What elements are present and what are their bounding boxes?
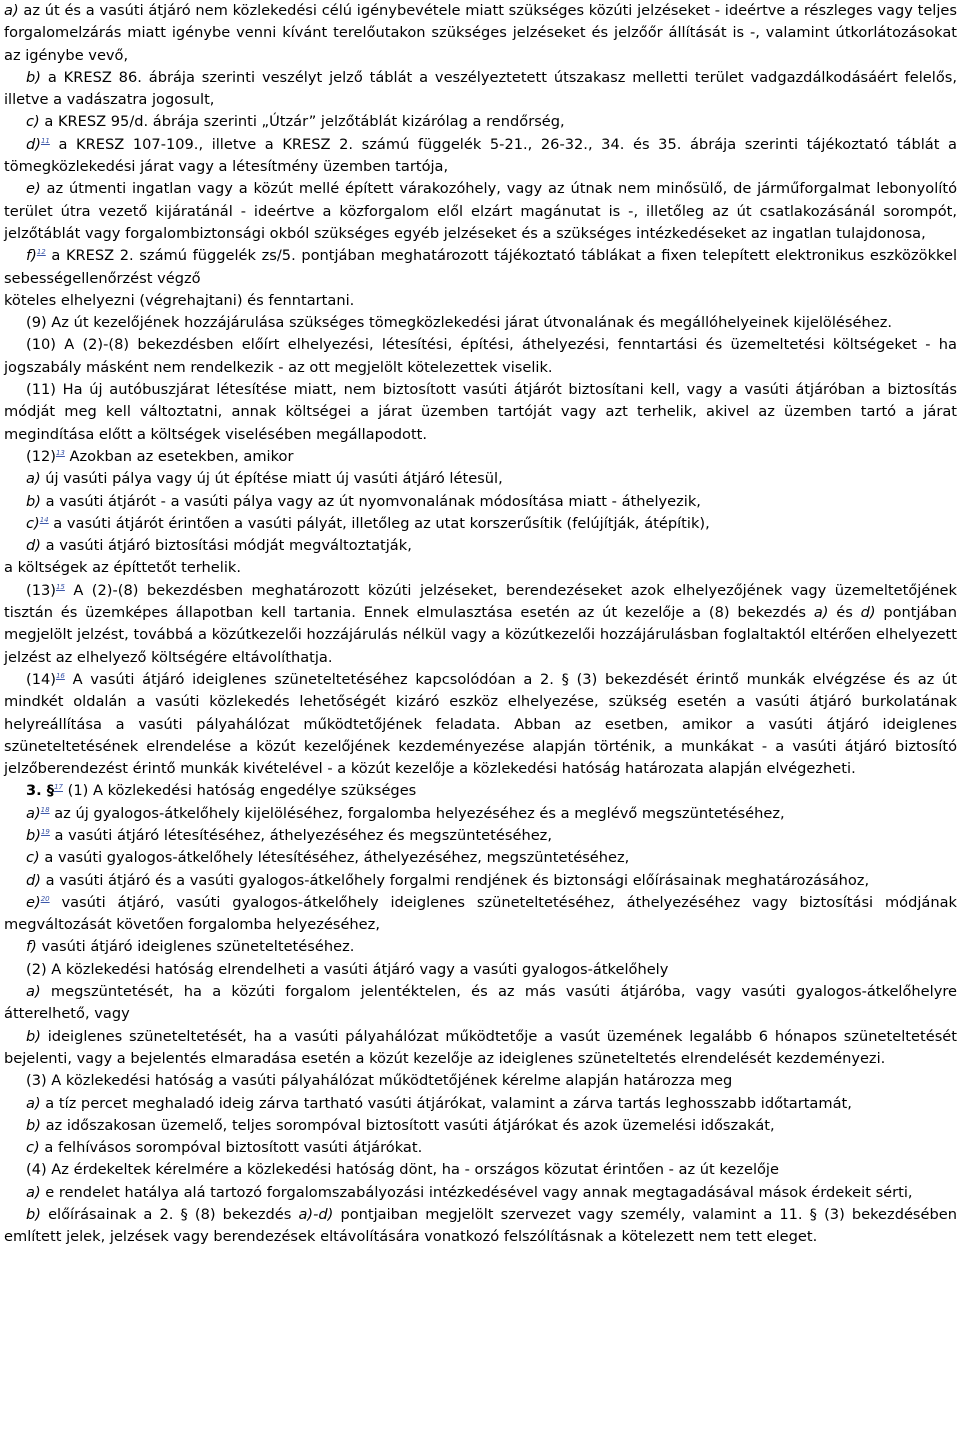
footnote-link[interactable]: 16	[55, 672, 65, 681]
point-marker: c)	[26, 514, 40, 532]
point-marker: b)	[26, 1116, 41, 1134]
paragraph-text: vasúti átjáró ideiglenes szüneteltetéséhez.	[36, 938, 355, 956]
paragraph-text: A (2)-(8) bekezdésben meghatározott közúti jelzéseket, berendezéseket azok elhelyezőjének vagy üzemeltetőjének tisztán és üzemképes állapotban kell tartania. Ennek elmulasztása esetén az út kezelője a (8) bekezdés	[4, 581, 957, 622]
paragraph-text: a KRESZ 107-109., illetve a KRESZ 2. számú függelék 5-21., 26-32., 34. és 35. ábrája szerinti tájékoztató táblát a tömegközlekedési járat vagy a létesítmény üzemben tartója,	[4, 135, 957, 176]
paragraph-text: (11) Ha új autóbuszjárat létesítése miatt, nem biztosított vasúti átjárót biztosítani kell, vagy a vasúti átjáróban a biztosítás módját meg kell változtatni, annak költségei a járat üzemben tartóját vagy azt terhelik, akivel az üzemben tartó a járat megindítása előtt a költségek viselésében megállapodott.	[4, 381, 957, 443]
paragraph-p24	[4, 892, 957, 937]
paragraph-p27	[4, 981, 957, 1026]
paragraph-text: A vasúti átjáró ideiglenes szüneteltetéséhez kapcsolódóan a 2. § (3) bekezdését érintő munkák elvégzése és az út mindkét oldalán a vasúti közlekedés lehetőségét kizáró eszköz elhelyezése, szükség esetén a vasúti átjáró burkolatának helyreállítása a vasúti pályahálózat működtetőjének feladata. Abban az esetben, amikor a vasúti átjáró ideiglenes szüneteltetésének elrendelése a közút kezelőjének kezdeményezése alapján történik, a munkákat - a vasúti átjáró biztosító jelzőberendezést érintő munkák kivételével - a közút kezelője a közlekedési hatóság határozata alapján elvégezheti.	[4, 670, 957, 778]
point-marker: a)-d)	[298, 1206, 334, 1224]
point-marker: b)	[26, 1027, 41, 1045]
paragraph-text: a vasúti átjáró és a vasúti gyalogos-átkelőhely forgalmi rendjének és biztonsági előírásainak meghatározásához,	[40, 871, 870, 889]
paragraph-text: a vasúti átjárót - a vasúti pálya vagy az út nyomvonalának módosítása miatt - áthelyezik,	[40, 492, 701, 510]
footnote-link[interactable]: 14	[39, 515, 49, 524]
paragraph-p7	[4, 290, 957, 312]
paragraph-p13	[4, 491, 957, 513]
footnote-link[interactable]: 15	[55, 582, 65, 591]
point-marker: d)	[26, 135, 41, 153]
paragraph-text: ideiglenes szüneteltetését, ha a vasúti pályahálózat működtetője a vasút üzemének legalább 6 hónapos szüneteltetését bejelenti, vagy a bejelentés elmaradása esetén a közút kezelője az ideiglenes szüneteltetés elrendelését kezdeményezi.	[4, 1027, 957, 1067]
paragraph-text: az időszakosan üzemelő, teljes sorompóval biztosított vasúti átjárókat és azok üzemelési időszakát,	[40, 1116, 775, 1134]
paragraph-p18	[4, 669, 957, 780]
paragraph-text: megszüntetését, ha a közúti forgalom jelentéktelen, és az más vasúti átjáróba, vagy vasúti gyalogos-átkelőhelyre átterelhető, vagy	[4, 983, 957, 1023]
point-marker: b)	[26, 826, 41, 844]
footnote-link[interactable]: 12	[36, 248, 46, 257]
paragraph-p28	[4, 1026, 957, 1071]
paragraph-p25	[4, 936, 957, 958]
paragraph-p16	[4, 557, 957, 579]
point-marker: a)	[26, 804, 41, 822]
paragraph-text: a KRESZ 2. számú függelék zs/5. pontjában meghatározott tájékoztató táblákat a fixen telepített elektronikus eszközökkel sebességellenőrzést végző	[4, 247, 957, 287]
paragraph-text: a tíz percet meghaladó ideig zárva tartható vasúti átjárókat, valamint a zárva tartás leghosszabb időtartamát,	[40, 1094, 852, 1112]
footnote-link[interactable]: 18	[40, 805, 50, 814]
paragraph-text: (12)	[26, 447, 56, 465]
paragraph-p34	[4, 1182, 957, 1204]
point-marker: b)	[26, 68, 41, 86]
paragraph-text: pontjában megjelölt jelzést, továbbá a közútkezelői hozzájárulás nélkül vagy a közútkezelői hozzájárulásban foglaltaktól eltérően elhelyezett jelzést az elhelyező költségére eltávolíthatja.	[4, 604, 957, 666]
paragraph-text: (13)	[26, 581, 56, 599]
paragraph-p29	[4, 1070, 957, 1092]
paragraph-p31	[4, 1115, 957, 1137]
paragraph-p15	[4, 535, 957, 557]
point-marker: f)	[26, 247, 37, 265]
paragraph-text: (4) Az érdekeltek kérelmére a közlekedési hatóság dönt, ha - országos közutat érintően - az út kezelője	[26, 1161, 779, 1179]
paragraph-text: a vasúti gyalogos-átkelőhely létesítéséhez, áthelyezéséhez, megszüntetéséhez,	[39, 849, 630, 867]
paragraph-text: a vasúti átjáró biztosítási módját megváltoztatják,	[40, 537, 412, 555]
paragraph-p19	[4, 780, 957, 802]
paragraph-text: köteles elhelyezni (végrehajtani) és fenntartani.	[4, 291, 355, 309]
footnote-link[interactable]: 11	[40, 136, 50, 145]
paragraph-p23	[4, 870, 957, 892]
footnote-link[interactable]: 13	[55, 449, 65, 458]
footnote-link[interactable]: 17	[54, 783, 63, 792]
paragraph-text: a KRESZ 95/d. ábrája szerinti „Útzár” jelzőtáblát kizárólag a rendőrség,	[39, 113, 565, 131]
paragraph-text: (9) Az út kezelőjének hozzájárulása szükséges tömegközlekedési járat útvonalának és megállóhelyeinek kijelöléséhez.	[26, 314, 893, 332]
paragraph-text: előírásainak a 2. § (8) bekezdés	[40, 1206, 299, 1224]
paragraph-text: (3) A közlekedési hatóság a vasúti pályahálózat működtetőjének kérelme alapján határozza meg	[26, 1072, 733, 1090]
point-marker: a)	[4, 2, 19, 19]
paragraph-text: (14)	[26, 670, 56, 688]
point-marker: e)	[26, 180, 41, 198]
point-marker: b)	[26, 1206, 41, 1224]
paragraph-text: és	[828, 604, 861, 622]
paragraph-text: a vasúti átjáró létesítéséhez, áthelyezéséhez és megszüntetéséhez,	[49, 826, 552, 844]
paragraph-text: (1) A közlekedési hatóság engedélye szükséges	[63, 782, 417, 800]
point-marker: f)	[26, 938, 37, 956]
paragraph-text: az út és a vasúti átjáró nem közlekedési célú igénybevétele miatt szükséges közúti jelzéseket - ideértve a részleges vagy teljes forgalomelzárás miatt igénybe venni kívánt terelőutakon szükséges jelzéseket és jelzőőr állítását is -, valamint útkorlátozásokat az igénybe vevő,	[4, 2, 957, 64]
paragraph-text: a vasúti átjárót érintően a vasúti pályát, illetőleg az utat korszerűsítik (felújítják, átépítik),	[48, 514, 710, 532]
paragraph-text: Azokban az esetekben, amikor	[64, 447, 294, 465]
paragraph-p20	[4, 803, 957, 825]
paragraph-text: pontjaiban megjelölt szervezet vagy személy, valamint a 11. § (3) bekezdésében említett jelek, jelzések vagy berendezések eltávolítására vonatkozó felszólításnak a kötelezett nem tett eleget.	[4, 1206, 958, 1246]
point-marker: b)	[26, 492, 41, 510]
paragraph-text: (2) A közlekedési hatóság elrendelheti a vasúti átjáró vagy a vasúti gyalogos-átkelőhely	[26, 960, 669, 978]
paragraph-text: új vasúti pálya vagy új út építése miatt új vasúti átjáró létesül,	[40, 470, 503, 488]
point-marker: d)	[26, 537, 41, 555]
point-marker: d)	[26, 871, 41, 889]
paragraph-text: az új gyalogos-átkelőhely kijelöléséhez, forgalomba helyezéséhez és a meglévő megszüntetéséhez,	[49, 804, 785, 822]
point-marker: c)	[26, 849, 40, 867]
footnote-link[interactable]: 19	[40, 828, 50, 837]
point-marker: a)	[26, 470, 41, 488]
paragraph-text: a felhívásos sorompóval biztosított vasúti átjárókat.	[39, 1139, 423, 1157]
point-marker: c)	[26, 113, 40, 131]
point-marker: d)	[860, 604, 876, 622]
paragraph-p2	[4, 67, 957, 112]
paragraph-text: e rendelet hatálya alá tartozó forgalomszabályozási intézkedésével vagy annak megtagadásával mások érdekeit sérti,	[40, 1183, 913, 1201]
paragraph-p12	[4, 468, 957, 490]
paragraph-p11	[4, 446, 957, 468]
paragraph-p1	[4, 0, 957, 67]
paragraph-text: az útmenti ingatlan vagy a közút mellé épített várakozóhely, vagy az útnak nem minősülő, de járműforgalmat lebonyolító terület útra vezető kijáratánál - ideértve a közforgalom elől elzárt magánutat is -, illetőleg az út csatlakozásánál sorompót, jelzőtáblát vagy forgalombiztonsági okból szükséges egyéb jelzéseket és a szükséges intézkedéseket az ingatlan tulajdonosa,	[4, 180, 957, 242]
paragraph-p33	[4, 1159, 957, 1181]
paragraph-text: vasúti átjáró, vasúti gyalogos-átkelőhely ideiglenes szüneteltetéséhez, áthelyezéséhez vagy biztosítási módjának megváltozását követően forgalomba helyezéséhez,	[4, 893, 957, 934]
point-marker: a)	[26, 1183, 41, 1201]
point-marker: e)	[26, 893, 41, 911]
paragraph-p9	[4, 334, 957, 379]
footnote-link[interactable]: 20	[40, 895, 50, 904]
paragraph-text: (10) A (2)-(8) bekezdésben előírt elhelyezési, létesítési, építési, áthelyezési, fenntartási és üzemeltetési költségeket - ha jogszabály másként nem rendelkezik - az ott megjelölt kötelezettek viselik.	[4, 336, 957, 376]
paragraph-p10	[4, 379, 957, 446]
paragraph-p35	[4, 1204, 957, 1249]
paragraph-p4	[4, 134, 957, 179]
point-marker: a)	[26, 983, 41, 1001]
paragraph-p8	[4, 312, 957, 334]
paragraph-p30	[4, 1093, 957, 1115]
point-marker: c)	[26, 1139, 40, 1157]
paragraph-text: a költségek az építtetőt terhelik.	[4, 559, 241, 577]
paragraph-p6	[4, 245, 957, 290]
paragraph-p3	[4, 111, 957, 133]
paragraph-p32	[4, 1137, 957, 1159]
section-number: 3. §	[26, 782, 55, 800]
paragraph-p21	[4, 825, 957, 847]
paragraph-p14	[4, 513, 957, 535]
paragraph-p26	[4, 959, 957, 981]
paragraph-text: a KRESZ 86. ábrája szerinti veszélyt jelző táblát a veszélyeztetett útszakasz melletti terület vadgazdálkodásáért felelős, illetve a vadászatra jogosult,	[4, 68, 957, 109]
paragraph-p17	[4, 580, 957, 669]
paragraph-p5	[4, 178, 957, 245]
point-marker: a)	[813, 604, 829, 622]
paragraph-p22	[4, 847, 957, 869]
point-marker: a)	[26, 1094, 41, 1112]
